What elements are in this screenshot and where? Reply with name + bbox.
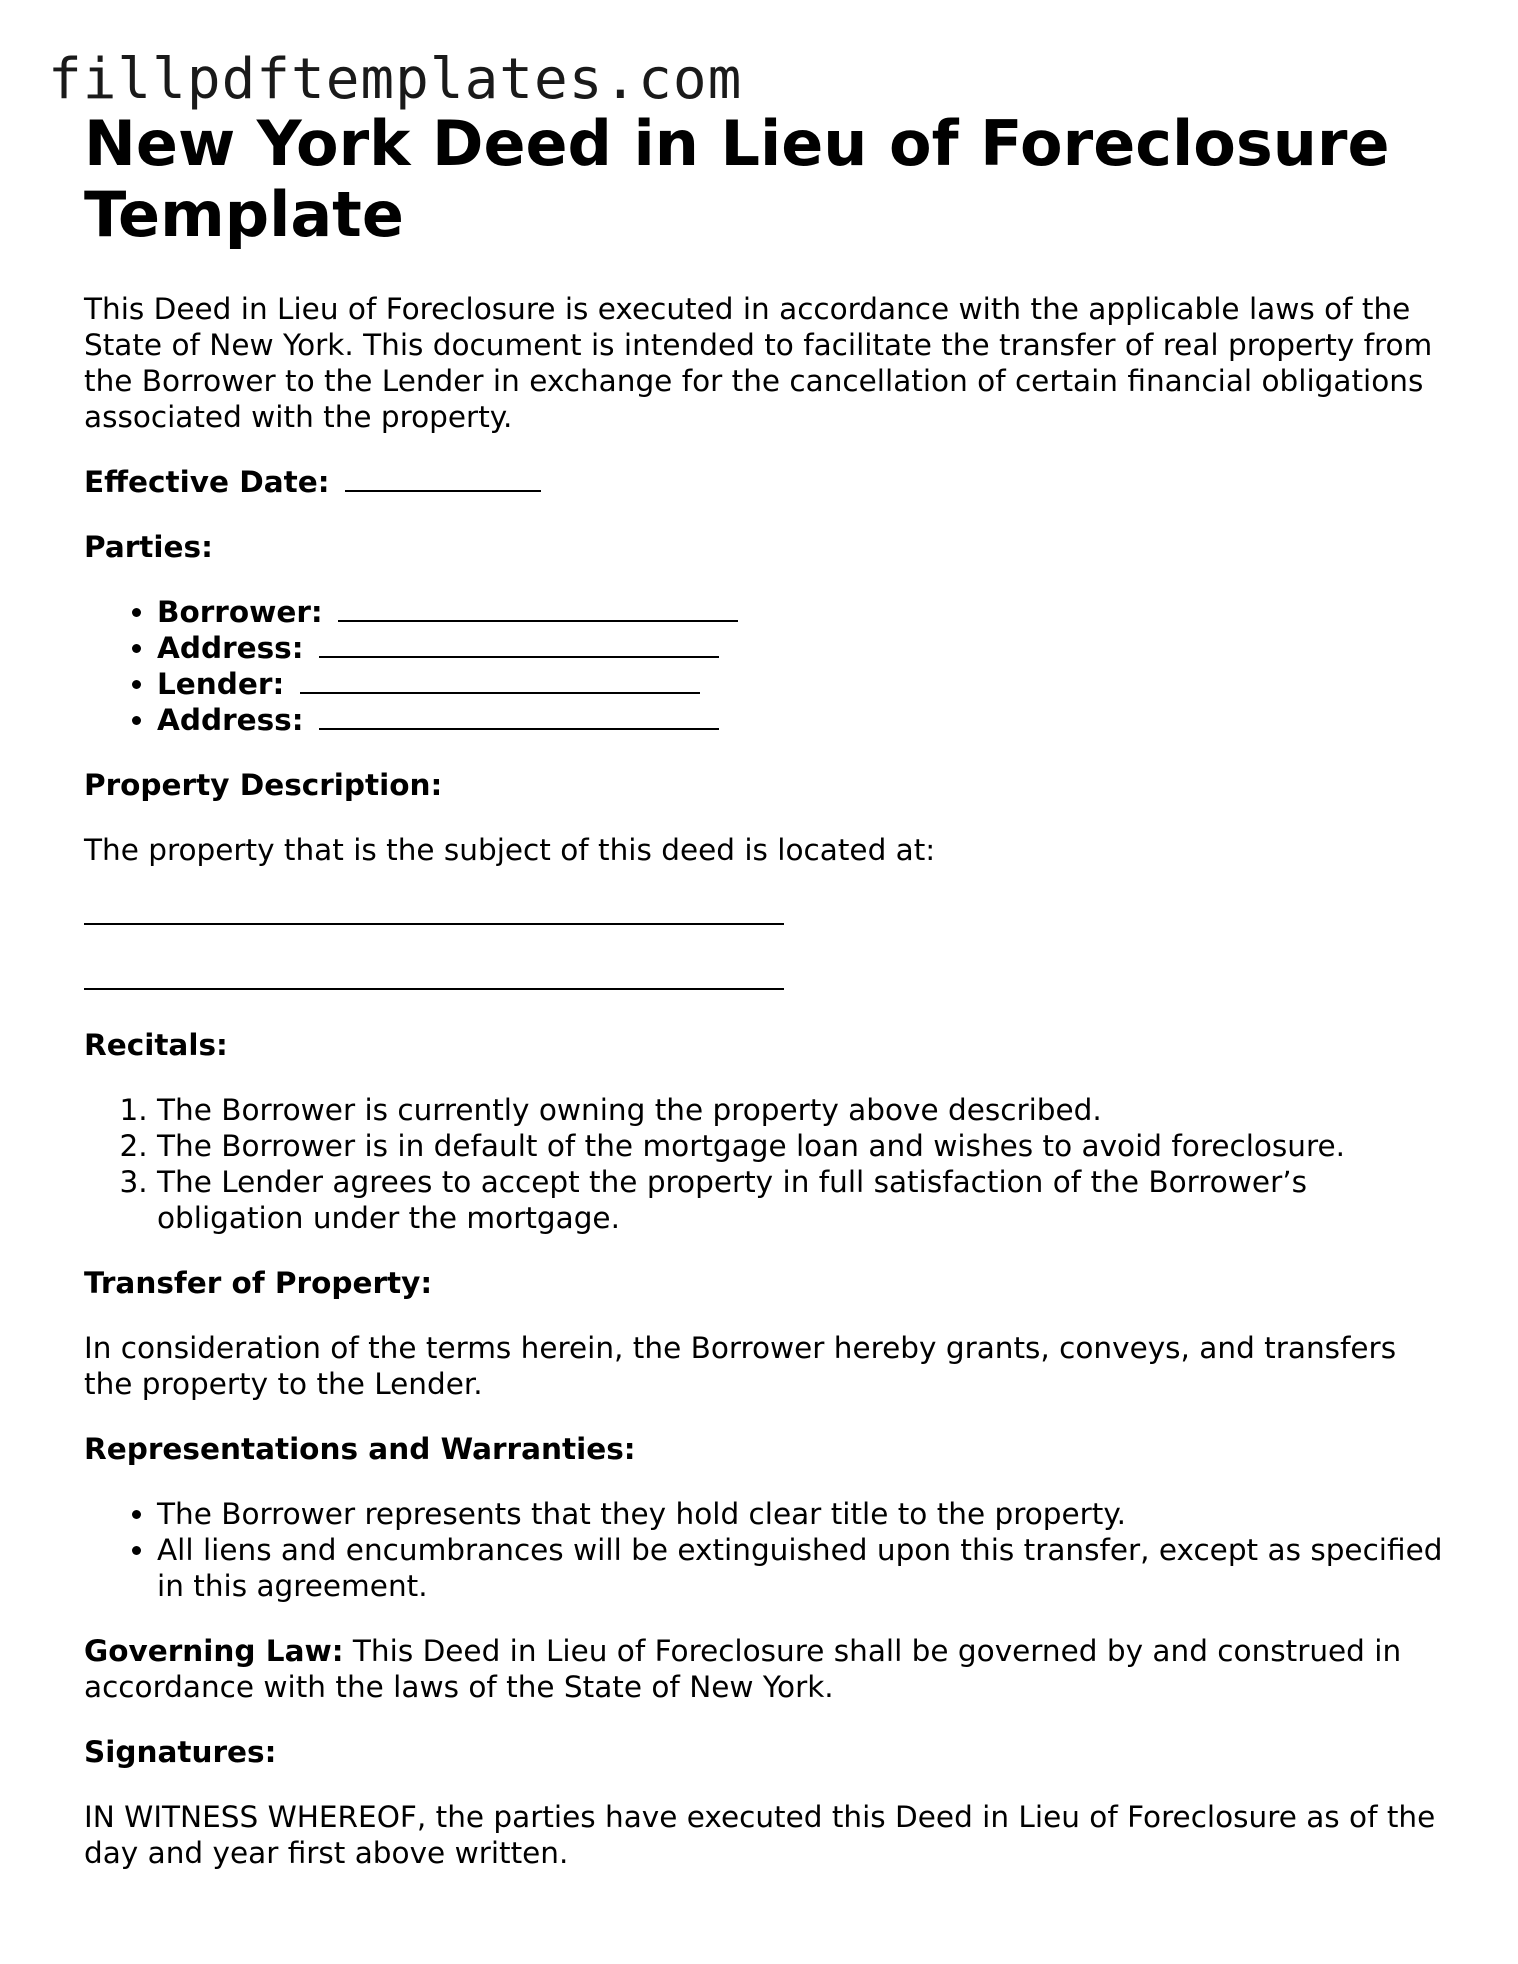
document-body bbox=[84, 108, 1444, 1900]
property-line-2[interactable] bbox=[84, 954, 784, 990]
page-title: New York Deed in Lieu of Foreclosure Template bbox=[84, 107, 1390, 251]
signatures-text: IN WITNESS WHEREOF, the parties have executed this Deed in Lieu of Foreclosure as of the day and year first above written. bbox=[84, 1800, 1436, 1870]
list-item: • The Borrower represents that they hold clear title to the property. bbox=[157, 1496, 1444, 1532]
lender-address-label: Address: bbox=[157, 703, 304, 737]
property-line-1[interactable] bbox=[84, 889, 784, 925]
representations-heading: Representations and Warranties: bbox=[84, 1432, 636, 1466]
lender-address-blank[interactable] bbox=[319, 702, 719, 730]
borrower-blank[interactable] bbox=[338, 594, 738, 622]
intro-paragraph: This Deed in Lieu of Foreclosure is executed in accordance with the applicable laws of the State of New York. This document is intended to facilitate the transfer of real property from the Borrower to the Lender in exchange for the cancellation of certain financial obligations associated with the property. bbox=[84, 292, 1433, 434]
representations-list bbox=[84, 1496, 1444, 1604]
list-item: • All liens and encumbrances will be extinguished upon this transfer, except as specified in this agreement. bbox=[157, 1532, 1444, 1604]
parties-list bbox=[84, 594, 1444, 738]
list-item bbox=[157, 594, 1444, 630]
list-item bbox=[157, 702, 1444, 738]
watermark: fillpdftemplates.com bbox=[48, 47, 743, 112]
effective-date-field bbox=[84, 464, 1444, 500]
effective-date-label: Effective Date: bbox=[84, 465, 330, 499]
parties-heading: Parties: bbox=[84, 530, 213, 564]
lender-blank[interactable] bbox=[300, 666, 700, 694]
list-item bbox=[157, 666, 1444, 702]
governing-law-paragraph bbox=[84, 1633, 1444, 1705]
list-item bbox=[157, 630, 1444, 666]
transfer-heading: Transfer of Property: bbox=[84, 1266, 433, 1300]
list-item: 2. The Borrower is in default of the mortgage loan and wishes to avoid foreclosure. bbox=[157, 1128, 1444, 1164]
borrower-address-label: Address: bbox=[157, 631, 304, 665]
signatures-heading: Signatures: bbox=[84, 1735, 277, 1769]
recitals-heading: Recitals: bbox=[84, 1028, 228, 1062]
borrower-label: Borrower: bbox=[157, 595, 323, 629]
governing-law-text: This Deed in Lieu of Foreclosure shall be governed by and construed in accordance with the laws of the State of New York. bbox=[84, 1634, 1402, 1704]
borrower-address-blank[interactable] bbox=[319, 630, 719, 658]
list-item: 1. The Borrower is currently owning the property above described. bbox=[157, 1092, 1444, 1128]
effective-date-blank[interactable] bbox=[345, 464, 541, 492]
transfer-text: In consideration of the terms herein, the Borrower hereby grants, conveys, and transfers the property to the Lender. bbox=[84, 1331, 1397, 1401]
list-item: 3. The Lender agrees to accept the property in full satisfaction of the Borrower’s obligation under the mortgage. bbox=[157, 1164, 1444, 1236]
lender-label: Lender: bbox=[157, 667, 285, 701]
property-description-text: The property that is the subject of this deed is located at: bbox=[84, 833, 936, 867]
recitals-list bbox=[84, 1092, 1444, 1236]
governing-law-label: Governing Law: bbox=[84, 1634, 344, 1668]
property-description-heading: Property Description: bbox=[84, 768, 443, 802]
